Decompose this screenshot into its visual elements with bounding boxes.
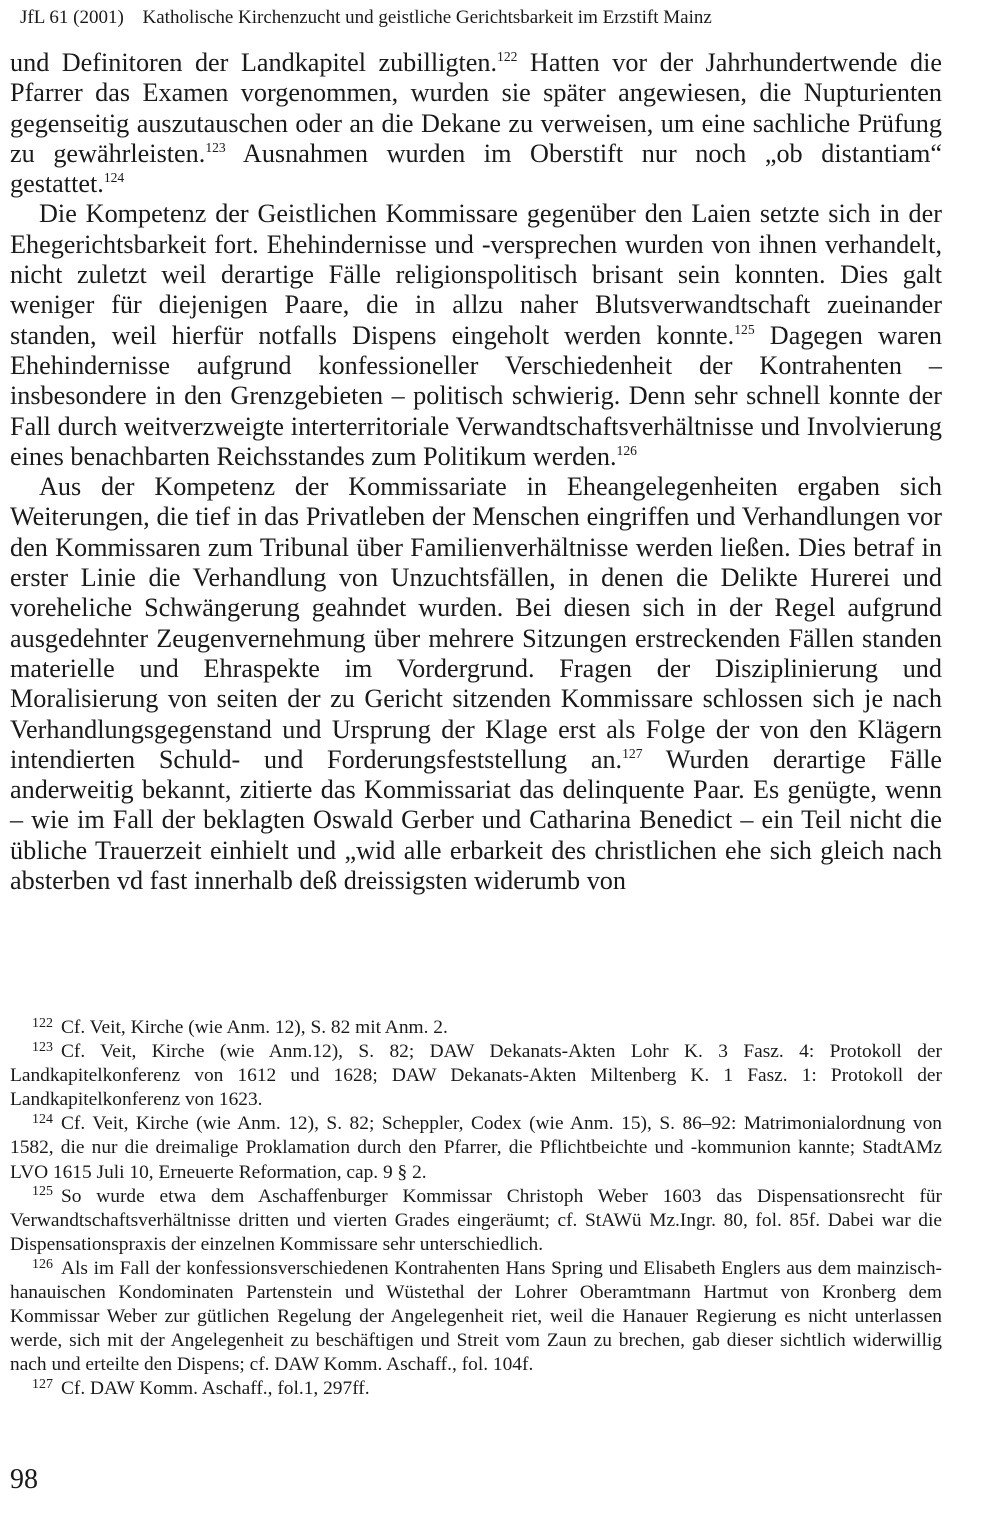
paragraph-text: Dagegen waren Ehehindernisse aufgrund konfessioneller Verschiedenheit der Kontrahenten – insbesondere in den Grenzgebieten – politisch schwierig. Denn sehr schnell konnte der Fall durch weitverzweigte interterritoriale Verwandtschaftsverhältnisse und Involvierung eines benachbarten Reichsstandes zum Politikum werden. bbox=[10, 320, 942, 471]
footnote-number: 124 bbox=[32, 1112, 53, 1128]
page-number: 98 bbox=[10, 1464, 38, 1495]
footnote-text: So wurde etwa dem Aschaffenburger Kommissar Christoph Weber 1603 das Dispensationsrecht für Verwandtschaftsverhältnisse dritten und vierten Grades eingeräumt; cf. StAWü Mz.Ingr. 80, fol. 85f. Dabei war die Dispensationspraxis der einzelnen Kommissare sehr unterschiedlich. bbox=[10, 1185, 942, 1255]
footnote-reference[interactable]: 126 bbox=[616, 442, 637, 458]
article-title: Katholische Kirchenzucht und geistliche Gerichtsbarkeit im Erzstift Mainz bbox=[142, 7, 712, 28]
footnote-126 bbox=[10, 1257, 942, 1377]
footnote-number: 125 bbox=[32, 1184, 53, 1200]
footnote-number: 127 bbox=[32, 1377, 53, 1393]
paragraph-text: Die Kompetenz der Geistlichen Kommissare gegenüber den Laien setzte sich in der Ehegerichtsbarkeit fort. Ehehindernisse und -versprechen wurden von ihnen verhandelt, nicht zuletzt weil derartige Fälle religionspolitisch brisant sein konnten. Dies galt weniger für diejenigen Paare, die in allzu naher Blutsverwandtschaft zueinander standen, weil hierfür notfalls Dispens eingeholt werden konnte. bbox=[10, 199, 942, 350]
footnote-number: 126 bbox=[32, 1256, 53, 1272]
footnote-122 bbox=[10, 1016, 942, 1040]
footnote-text: Cf. Veit, Kirche (wie Anm. 12), S. 82; Scheppler, Codex (wie Anm. 15), S. 86–92: Matrimonialordnung von 1582, die nur die dreimalige Proklamation durch den Pfarrer, die Pflichtbeichte und -kommunion kannte; StadtAMz LVO 1615 Juli 10, Erneuerte Reformation, cap. 9 § 2. bbox=[10, 1113, 942, 1183]
footnote-124 bbox=[10, 1112, 942, 1184]
footnote-reference[interactable]: 125 bbox=[734, 321, 755, 337]
footnote-text: Cf. Veit, Kirche (wie Anm.12), S. 82; DAW Dekanats-Akten Lohr K. 3 Fasz. 4: Protokoll der Landkapitelkonferenz von 1612 und 1628; DAW Dekanats-Akten Miltenberg K. 1 Fasz. 1: Protokoll der Landkapitelkonferenz von 1623. bbox=[10, 1041, 942, 1111]
footnote-123 bbox=[10, 1040, 942, 1112]
footnote-number: 123 bbox=[32, 1039, 53, 1055]
footnote-text: Als im Fall der konfessionsverschiedenen Kontrahenten Hans Spring und Elisabeth Englers aus dem mainzisch-hanauischen Kondominaten Partenstein und Wüstethal der Lohrer Oberamtmann Hartmut von Kronberg dem Kommissar Weber zur gütlichen Regelung der Angelegenheit riet, weil die Hanauer Regierung es nicht unterlassen werde, sich mit der Angelegenheit zu beschäftigen und Streit vom Zaun zu brechen, gab dieser sichtlich widerwillig nach und erteilte den Dispens; cf. DAW Komm. Aschaff., fol. 104f. bbox=[10, 1257, 942, 1376]
running-header bbox=[20, 6, 980, 30]
body-text bbox=[10, 48, 942, 896]
footnotes bbox=[10, 1016, 942, 1402]
paragraph-text: Wurden derartige Fälle anderweitig bekannt, zitierte das Kommissariat das delinquente Paar. Es genügte, wenn – wie im Fall der beklagten Oswald Gerber und Catharina Benedict – ein Teil nicht die übliche Trauerzeit einhielt und „wid alle erbarkeit des christlichen ehe sich gleich nach absterben vd fast innerhalb deß dreissigsten widerumb von bbox=[10, 744, 942, 896]
footnote-125 bbox=[10, 1185, 942, 1257]
journal-citation: JfL 61 (2001) bbox=[20, 7, 124, 28]
footnote-reference[interactable]: 122 bbox=[497, 48, 518, 64]
body-paragraph bbox=[10, 48, 942, 199]
body-paragraph bbox=[10, 199, 942, 472]
footnote-reference[interactable]: 123 bbox=[205, 139, 226, 155]
footnote-number: 122 bbox=[32, 1015, 53, 1031]
footnote-text: Cf. Veit, Kirche (wie Anm. 12), S. 82 mit Anm. 2. bbox=[60, 1017, 448, 1038]
footnote-127 bbox=[10, 1377, 942, 1401]
paragraph-text: Aus der Kompetenz der Kommissariate in Eheangelegenheiten ergaben sich Weiterungen, die tief in das Privatleben der Menschen eingriffen und Verhandlungen vor den Kommissaren zum Tribunal über Familienverhältnisse werden ließen. Dies betraf in erster Linie die Verhandlung von Unzuchtsfällen, in denen die Delikte Hurerei und voreheliche Schwängerung geahndet wurden. Bei diesen sich in der Regel aufgrund ausgedehnter Zeugenvernehmung über mehrere Sitzungen erstreckenden Fällen standen materielle und Ehraspekte im Vordergrund. Fragen der Disziplinierung und Moralisierung von seiten der zu Gericht sitzenden Kommissare schlossen sich je nach Verhandlungsgegenstand und Ursprung der Klage erst als Folge der von den Klägern intendierten Schuld- und Forderungsfeststellung an. bbox=[10, 472, 942, 774]
footnote-reference[interactable]: 127 bbox=[622, 745, 643, 761]
footnote-reference[interactable]: 124 bbox=[103, 169, 125, 185]
body-paragraph bbox=[10, 472, 942, 896]
paragraph-text: und Definitoren der Landkapitel zubilligten. bbox=[10, 48, 498, 77]
footnote-text: Cf. DAW Komm. Aschaff., fol.1, 297ff. bbox=[60, 1378, 370, 1400]
paragraph-text: Ausnahmen wurden im Oberstift nur noch „ob distantiam“ gestattet. bbox=[10, 138, 942, 199]
paragraph-text: Hatten vor der Jahrhundertwende die Pfarrer das Examen vorgenommen, wurden sie später angewiesen, die Nupturienten gegenseitig auszutauschen oder an die Dekane zu verweisen, um eine sachliche Prüfung zu gewährleisten. bbox=[10, 48, 942, 168]
